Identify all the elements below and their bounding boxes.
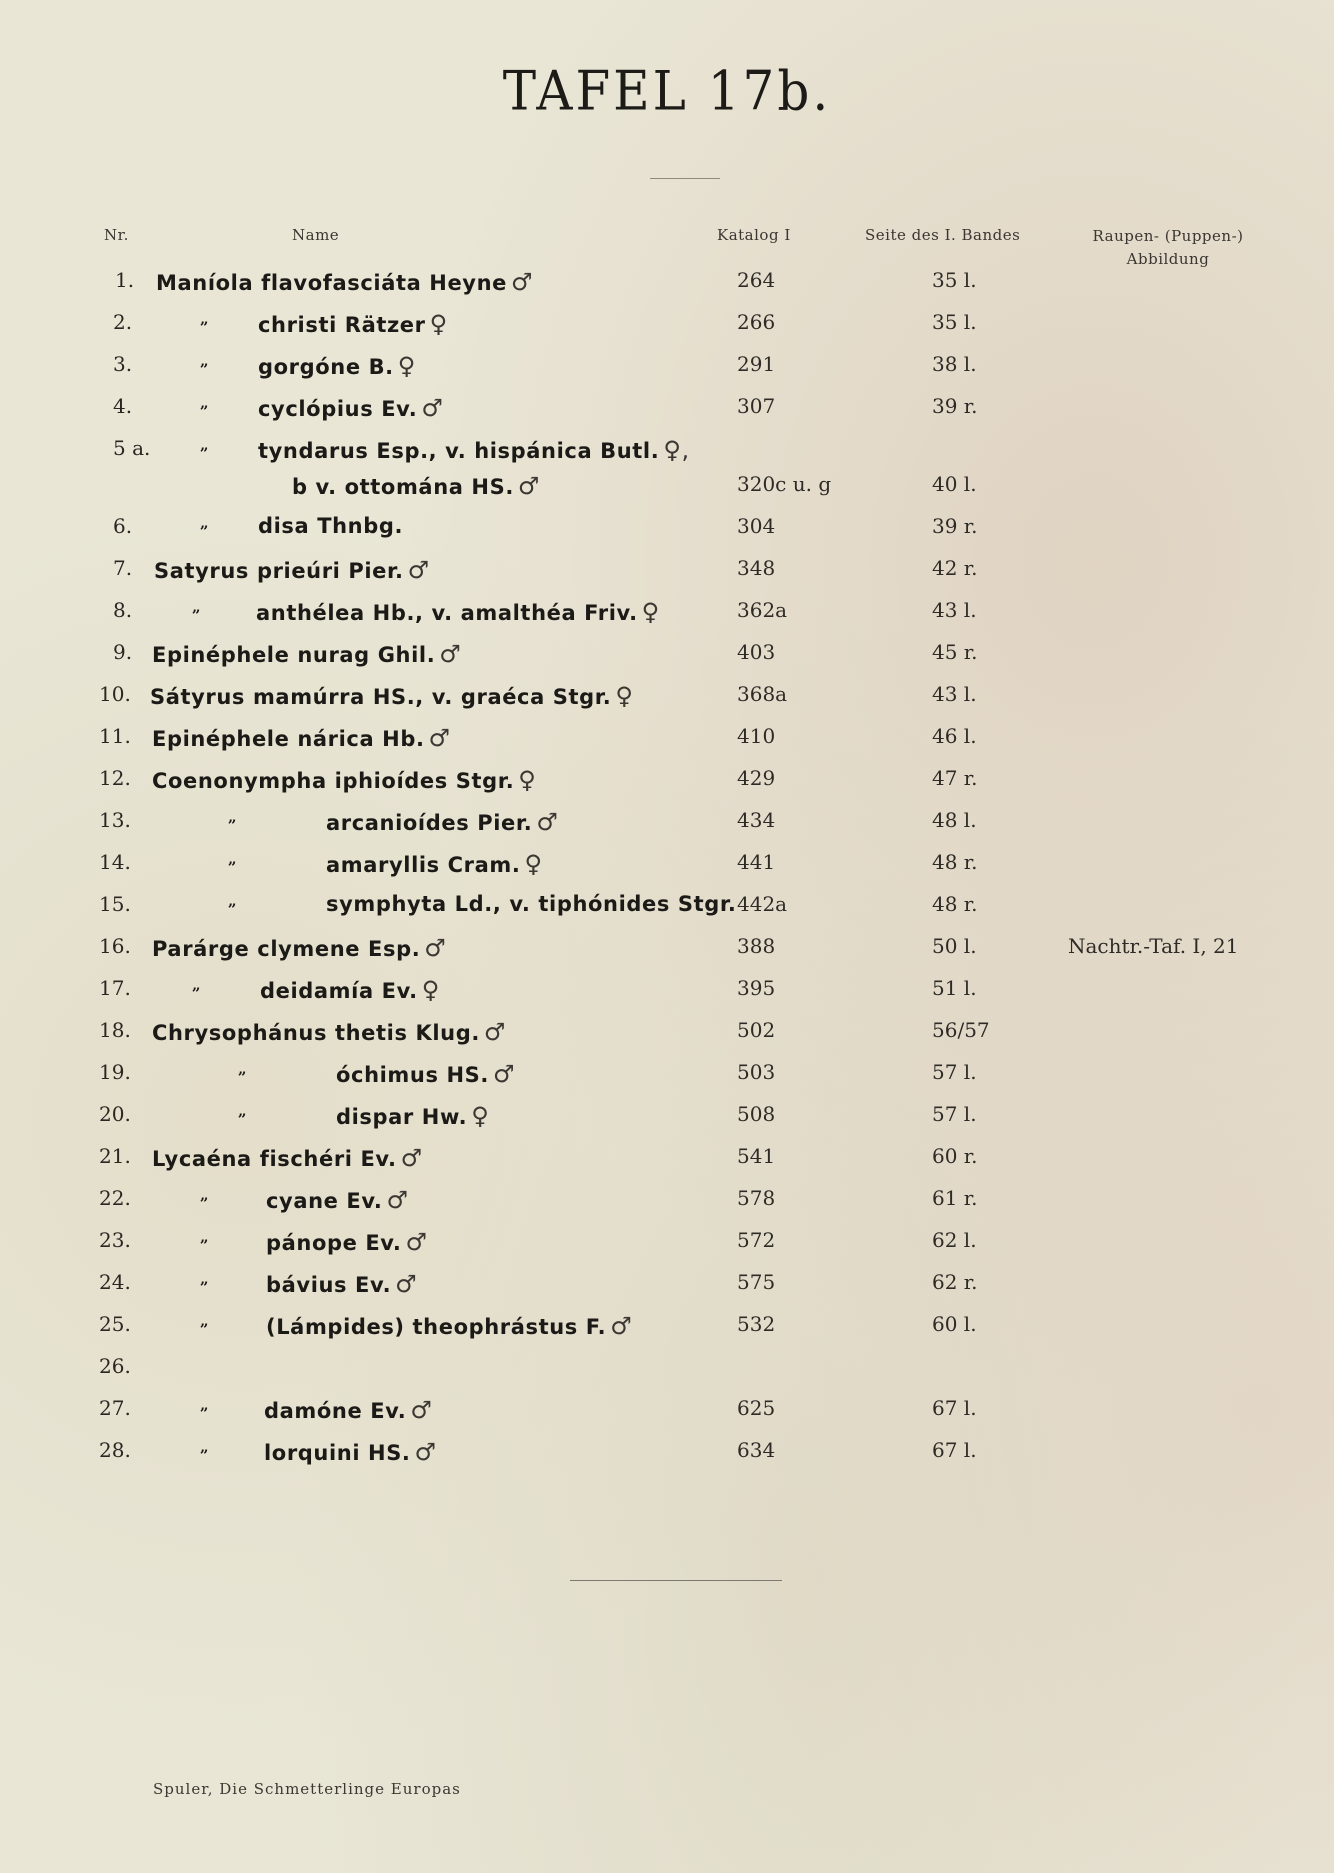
species-name-text: symphyta Ld., v. tiphónides Stgr. (326, 892, 737, 916)
table-row (0, 1144, 1334, 1178)
species-name (154, 556, 430, 584)
page-reference: 50 l. (932, 934, 977, 958)
species-name (326, 892, 736, 916)
katalog-number: 434 (737, 808, 776, 832)
row-number: 11. (99, 724, 131, 748)
species-name-text: deidamía Ev. (260, 979, 418, 1003)
page-reference: 35 l. (932, 310, 977, 334)
page-reference: 38 l. (932, 352, 977, 376)
katalog-number: 508 (737, 1102, 776, 1126)
male-symbol-icon: ♂ (536, 808, 559, 836)
row-number: 27. (99, 1396, 131, 1420)
species-name (258, 352, 416, 380)
ditto-mark: „ (200, 1438, 209, 1456)
species-name-text: gorgóne B. (258, 355, 394, 379)
species-name-text: b v. ottomána HS. (292, 475, 514, 499)
male-symbol-icon: ♂ (386, 1186, 409, 1214)
row-number: 28. (99, 1438, 131, 1462)
species-name-text: Lycaéna fischéri Ev. (152, 1147, 397, 1171)
katalog-number: 634 (737, 1438, 776, 1462)
katalog-number: 625 (737, 1396, 776, 1420)
table-row (0, 682, 1334, 716)
species-name-text: Sátyrus mamúrra HS., v. graéca Stgr. (150, 685, 612, 709)
column-header-nr: Nr. (104, 226, 129, 244)
species-name (152, 640, 461, 668)
column-header-raupen-line1: Raupen- (Puppen-) (1092, 227, 1244, 245)
katalog-number: 291 (737, 352, 776, 376)
row-number: 15. (99, 892, 131, 916)
species-name (258, 310, 448, 338)
table-row (0, 934, 1334, 968)
table-row (0, 1312, 1334, 1346)
species-name-text: Coenonympha iphioídes Stgr. (152, 769, 515, 793)
table-row (0, 766, 1334, 800)
katalog-number: 502 (737, 1018, 776, 1042)
species-name (156, 268, 533, 296)
katalog-number: 304 (737, 514, 776, 538)
table-row (0, 640, 1334, 674)
species-name-text: Epinéphele nárica Hb. (152, 727, 425, 751)
footer-imprint: Spuler, Die Schmetterlinge Europas (153, 1780, 461, 1798)
katalog-number: 429 (737, 766, 776, 790)
species-name (266, 1270, 417, 1298)
row-number: 1. (115, 268, 135, 292)
ditto-mark: „ (200, 1396, 209, 1414)
species-name-text: tyndarus Esp., v. hispánica Butl. (258, 439, 660, 463)
ditto-mark: „ (238, 1102, 247, 1120)
page-reference: 45 r. (932, 640, 978, 664)
bottom-divider (570, 1580, 782, 1581)
katalog-number: 403 (737, 640, 776, 664)
table-row (0, 850, 1334, 884)
page-reference: 43 l. (932, 682, 977, 706)
table-row (0, 514, 1334, 548)
male-symbol-icon: ♂ (414, 1438, 437, 1466)
katalog-number: 368a (737, 682, 788, 706)
page-reference: 48 r. (932, 892, 978, 916)
species-name (336, 1102, 489, 1130)
species-name (260, 976, 440, 1004)
katalog-number: 410 (737, 724, 776, 748)
row-number: 24. (99, 1270, 131, 1294)
species-name (152, 934, 446, 962)
row-number: 3. (113, 352, 133, 376)
ditto-mark: „ (200, 1186, 209, 1204)
ditto-mark: „ (200, 514, 209, 532)
ditto-mark: „ (192, 976, 201, 994)
page-reference: 67 l. (932, 1396, 977, 1420)
katalog-number: 503 (737, 1060, 776, 1084)
species-name-text: bávius Ev. (266, 1273, 392, 1297)
ditto-mark: „ (200, 352, 209, 370)
species-name-text: Epinéphele nurag Ghil. (152, 643, 436, 667)
male-symbol-icon: ♂ (428, 724, 451, 752)
page-title: TAFEL 17b. (502, 59, 832, 123)
column-header-raupen-line2: Abbildung (1126, 250, 1210, 268)
species-name-text: dispar Hw. (336, 1105, 468, 1129)
page-reference: 51 l. (932, 976, 977, 1000)
page-reference: 62 r. (932, 1270, 978, 1294)
row-number: 22. (99, 1186, 131, 1210)
page-reference: 39 r. (932, 394, 978, 418)
katalog-number: 320c u. g (737, 472, 832, 496)
row-number: 25. (99, 1312, 131, 1336)
ditto-mark: „ (200, 394, 209, 412)
species-name-text: Satyrus prieúri Pier. (154, 559, 404, 583)
species-name (266, 1228, 428, 1256)
page-reference: 48 l. (932, 808, 977, 832)
katalog-number: 532 (737, 1312, 776, 1336)
female-symbol-icon: ♀ (524, 850, 543, 878)
page-reference: 60 l. (932, 1312, 977, 1336)
ditto-mark: „ (228, 892, 237, 910)
row-number: 5 a. (113, 436, 151, 460)
species-name (264, 1438, 437, 1466)
row-number: 23. (99, 1228, 131, 1252)
page-reference: 35 l. (932, 268, 977, 292)
species-name (326, 850, 543, 878)
male-symbol-icon: ♂ (517, 472, 541, 500)
species-name (264, 1396, 432, 1424)
table-row (0, 472, 1334, 506)
species-name (266, 1186, 409, 1214)
ditto-mark: „ (228, 850, 237, 868)
female-symbol-icon: ♀ (518, 766, 537, 794)
species-name (258, 514, 403, 538)
species-name (258, 436, 690, 464)
ditto-mark: „ (228, 808, 237, 826)
ditto-mark: „ (200, 310, 209, 328)
species-name-text: (Lámpides) theophrástus F. (266, 1315, 607, 1339)
row-number: 7. (113, 556, 133, 580)
species-name (150, 682, 634, 710)
row-number: 21. (99, 1144, 131, 1168)
katalog-number: 442a (737, 892, 788, 916)
ditto-mark: „ (200, 1228, 209, 1246)
row-number: 6. (113, 514, 133, 538)
table-row (0, 436, 1334, 470)
column-header-seite: Seite des I. Bandes (865, 226, 1021, 244)
table-row (0, 1396, 1334, 1430)
page-reference: 67 l. (932, 1438, 977, 1462)
page-reference: 47 r. (932, 766, 978, 790)
row-number: 4. (113, 394, 133, 418)
page-reference: 61 r. (932, 1186, 978, 1210)
species-name-text: disa Thnbg. (258, 514, 404, 538)
ditto-mark: „ (238, 1060, 247, 1078)
female-symbol-icon: ♀ (421, 976, 440, 1004)
male-symbol-icon: ♂ (492, 1060, 516, 1088)
male-symbol-icon: ♂ (610, 1312, 633, 1340)
male-symbol-icon: ♂ (410, 1396, 433, 1424)
ditto-mark: „ (200, 1270, 209, 1288)
table-row (0, 1060, 1334, 1094)
species-name (152, 724, 451, 752)
species-name (292, 472, 540, 500)
male-symbol-icon: ♂ (405, 1228, 428, 1256)
ditto-mark: „ (192, 598, 201, 616)
table-row (0, 310, 1334, 344)
table-row (0, 268, 1334, 302)
katalog-number: 572 (737, 1228, 776, 1252)
male-symbol-icon: ♂ (400, 1144, 423, 1172)
species-name-text: lorquini HS. (264, 1441, 411, 1465)
species-name-text: Parárge clymene Esp. (152, 937, 421, 961)
species-name (256, 598, 660, 626)
ditto-mark: „ (200, 1312, 209, 1330)
species-name-text: anthélea Hb., v. amalthéa Friv. (256, 601, 638, 625)
row-number: 26. (99, 1354, 131, 1378)
row-number: 9. (113, 640, 133, 664)
page-reference: 57 l. (932, 1102, 977, 1126)
species-name-text: amaryllis Cram. (326, 853, 521, 877)
species-name-text: óchimus HS. (336, 1063, 489, 1087)
row-number: 18. (99, 1018, 131, 1042)
title-divider (650, 178, 720, 179)
page-reference: 60 r. (932, 1144, 978, 1168)
row-number: 14. (99, 850, 131, 874)
katalog-number: 578 (737, 1186, 776, 1210)
katalog-number: 264 (737, 268, 776, 292)
page-reference: 39 r. (932, 514, 978, 538)
page-reference: 42 r. (932, 556, 978, 580)
column-header-katalog: Katalog I (717, 226, 791, 244)
table-row (0, 724, 1334, 758)
table-row (0, 1438, 1334, 1472)
katalog-number: 388 (737, 934, 776, 958)
species-name (152, 766, 536, 794)
table-row (0, 1270, 1334, 1304)
table-row (0, 892, 1334, 926)
ditto-mark: „ (200, 436, 209, 454)
male-symbol-icon: ♂ (395, 1270, 418, 1298)
row-number: 16. (99, 934, 131, 958)
column-header-raupen (1078, 225, 1258, 271)
table-row (0, 1018, 1334, 1052)
katalog-number: 266 (737, 310, 776, 334)
species-name-text: christi Rätzer (258, 313, 426, 337)
species-name-text: cyane Ev. (266, 1189, 383, 1213)
row-number: 2. (113, 310, 133, 334)
table-row (0, 1228, 1334, 1262)
row-number: 19. (99, 1060, 131, 1084)
species-name-text: cyclópius Ev. (258, 397, 418, 421)
female-symbol-icon: ♀, (663, 436, 690, 464)
row-number: 17. (99, 976, 131, 1000)
species-name-text: arcanioídes Pier. (326, 811, 533, 835)
female-symbol-icon: ♀ (615, 682, 634, 710)
row-number: 20. (99, 1102, 131, 1126)
male-symbol-icon: ♂ (439, 640, 462, 668)
female-symbol-icon: ♀ (641, 598, 660, 626)
table-row (0, 1354, 1334, 1388)
species-name (258, 394, 443, 422)
page-reference: 48 r. (932, 850, 978, 874)
katalog-number: 395 (737, 976, 776, 1000)
species-name-text: Maníola flavofasciáta Heyne (156, 271, 507, 295)
row-number: 8. (113, 598, 133, 622)
table-row (0, 1102, 1334, 1136)
page-reference: 57 l. (932, 1060, 977, 1084)
katalog-number: 348 (737, 556, 776, 580)
male-symbol-icon: ♂ (407, 556, 430, 584)
species-name (152, 1018, 506, 1046)
male-symbol-icon: ♂ (424, 934, 447, 962)
table-row (0, 808, 1334, 842)
table-row (0, 352, 1334, 386)
katalog-number: 362a (737, 598, 788, 622)
katalog-number: 307 (737, 394, 776, 418)
table-row (0, 1186, 1334, 1220)
katalog-number: 541 (737, 1144, 776, 1168)
table-row (0, 976, 1334, 1010)
page-reference: 40 l. (932, 472, 977, 496)
page-reference: 43 l. (932, 598, 977, 622)
page-reference: 62 l. (932, 1228, 977, 1252)
page-reference: 46 l. (932, 724, 977, 748)
male-symbol-icon: ♂ (511, 268, 534, 296)
female-symbol-icon: ♀ (471, 1102, 490, 1130)
table-row (0, 598, 1334, 632)
table-row (0, 556, 1334, 590)
male-symbol-icon: ♂ (483, 1018, 507, 1046)
row-number: 13. (99, 808, 131, 832)
row-number: 12. (99, 766, 131, 790)
column-header-name: Name (292, 226, 340, 244)
species-name (326, 808, 559, 836)
female-symbol-icon: ♀ (429, 310, 448, 338)
species-name-text: pánope Ev. (266, 1231, 402, 1255)
table-row (0, 394, 1334, 428)
species-name (266, 1312, 632, 1340)
species-name-text: Chrysophánus thetis Klug. (152, 1021, 480, 1045)
species-name (336, 1060, 515, 1088)
row-number: 10. (99, 682, 131, 706)
male-symbol-icon: ♂ (421, 394, 444, 422)
species-name (152, 1144, 423, 1172)
katalog-number: 575 (737, 1270, 776, 1294)
raupen-reference: Nachtr.-Taf. I, 21 (1068, 934, 1239, 958)
katalog-number: 441 (737, 850, 776, 874)
species-name-text: damóne Ev. (264, 1399, 407, 1423)
page-reference: 56/57 (932, 1018, 990, 1042)
female-symbol-icon: ♀ (397, 352, 416, 380)
